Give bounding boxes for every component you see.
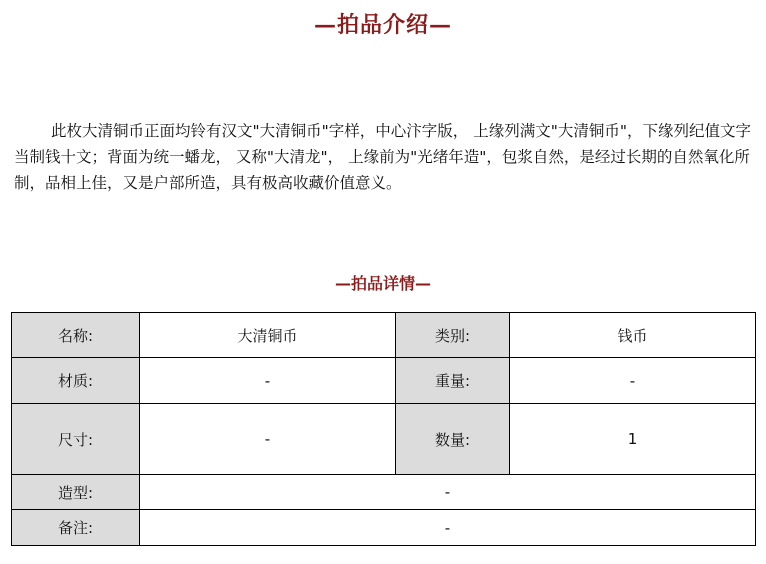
- shape-value: -: [140, 475, 756, 510]
- quantity-value: 1: [510, 404, 756, 475]
- intro-description: 此枚大清铜币正面均铃有汉文"大清铜币"字样，中心汴字版， 上缘列满文"大清铜币"，下缘列纪值文字当制钱十文；背面为统一蟠龙， 又称"大清龙"， 上缘前为"光绪年造"，包浆自然，是经过长期的自然氧化所制，品相上佳，又是户部所造，具有极高收藏价值意义。: [14, 122, 751, 192]
- table-row: [12, 358, 756, 404]
- size-label: 尺寸:: [12, 404, 140, 475]
- details-title: —拍品详情—: [334, 274, 431, 293]
- name-value: 大清铜币: [140, 313, 396, 358]
- material-label: 材质:: [12, 358, 140, 404]
- material-value: -: [140, 358, 396, 404]
- shape-label: 造型:: [12, 475, 140, 510]
- details-table: [11, 312, 756, 546]
- table-row: [12, 404, 756, 475]
- quantity-label: 数量:: [396, 404, 510, 475]
- weight-label: 重量:: [396, 358, 510, 404]
- table-row: [12, 510, 756, 546]
- table-row: [12, 475, 756, 510]
- name-label: 名称:: [12, 313, 140, 358]
- weight-value: -: [510, 358, 756, 404]
- remark-label: 备注:: [12, 510, 140, 546]
- category-label: 类别:: [396, 313, 510, 358]
- size-value: -: [140, 404, 396, 475]
- table-row: [12, 313, 756, 358]
- remark-value: -: [140, 510, 756, 546]
- intro-title: —拍品介绍—: [313, 12, 452, 38]
- category-value: 钱币: [510, 313, 756, 358]
